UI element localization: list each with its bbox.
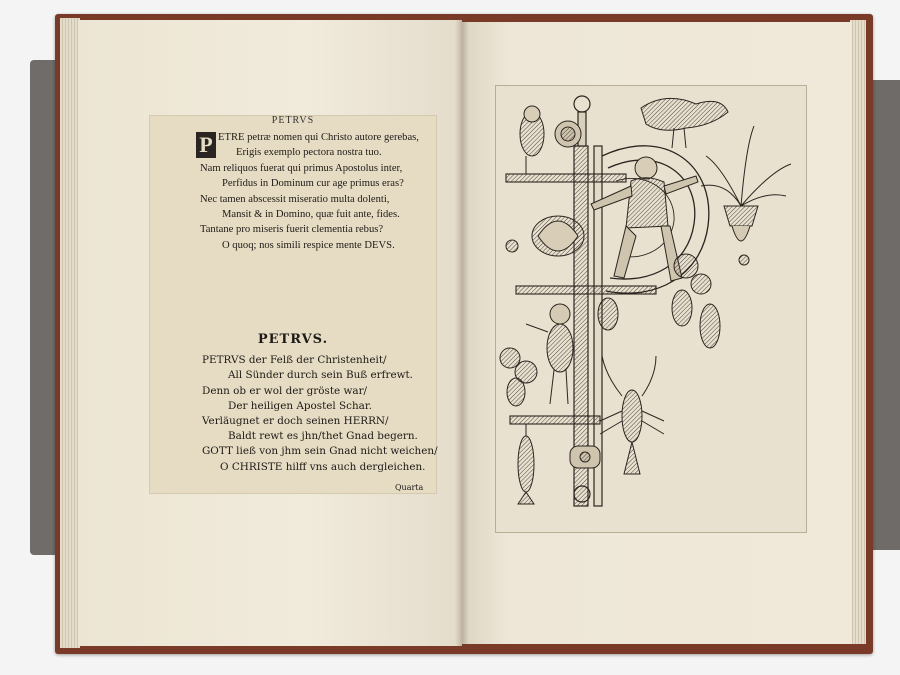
german-line: Baldt rewt es jhn/thet Gnad begern. [228,430,418,443]
page-edges-left [60,18,80,648]
latin-line: O quoq; nos simili respice mente DEVS. [222,239,395,251]
latin-line: Mansit & in Domino, quæ fuit ante, fides. [222,209,400,221]
engraved-plate [496,86,806,532]
latin-line: Tantane pro miseris fuerit clementia rebus? [200,224,384,236]
german-line: Der heiligen Apostel Schar. [228,399,373,412]
latin-poem [150,116,436,253]
book-gutter [455,20,469,646]
page-edges-right [850,20,866,644]
latin-line: Nec tamen abscessit miseratio multa dolenti, [200,193,390,205]
owl-figure [520,106,544,174]
catchword: Quarta [395,483,424,492]
german-line: Denn ob er wol der gröste war/ [202,384,368,397]
german-line: GOTT ließ von jhm sein Gnad nicht weichen/ [202,445,438,458]
small-bird-figure [598,298,618,330]
mask-ornament [555,121,581,147]
latin-line: Perfidus in Dominum cur age primus eras? [222,178,404,190]
german-poem [150,332,438,492]
german-line: PETRVS der Felß der Christenheit/ [202,354,387,367]
rooster-figure [641,98,728,148]
cherub-figure [526,304,573,404]
german-line: All Sünder durch sein Buß erfrewt. [228,369,413,382]
pasted-text-sheet [150,116,436,493]
cartouche-ornament [532,216,584,256]
ornamental-letter-p-engraving [496,86,806,532]
flower-vase [701,126,791,265]
german-line: O CHRISTE hilff vns auch dergleichen. [220,460,426,473]
german-line: Verläugnet er doch seinen HERRN/ [202,415,389,428]
crayfish-figure [600,356,664,474]
latin-line: Erigis exemplo pectora nostra tuo. [236,147,382,159]
latin-line: Nam reliquos fuerat qui primus Apostolus inter, [200,162,403,174]
bottom-mask-ornament [570,446,600,468]
latin-line: ETRE petræ nomen qui Christo autore gerebas, [218,132,419,143]
german-title: PETRVS. [257,332,329,347]
drop-cap: P [196,132,216,158]
letter-p-stem [574,96,602,506]
fish-figure [518,424,534,504]
latin-running-head: PETRVS [271,115,315,126]
